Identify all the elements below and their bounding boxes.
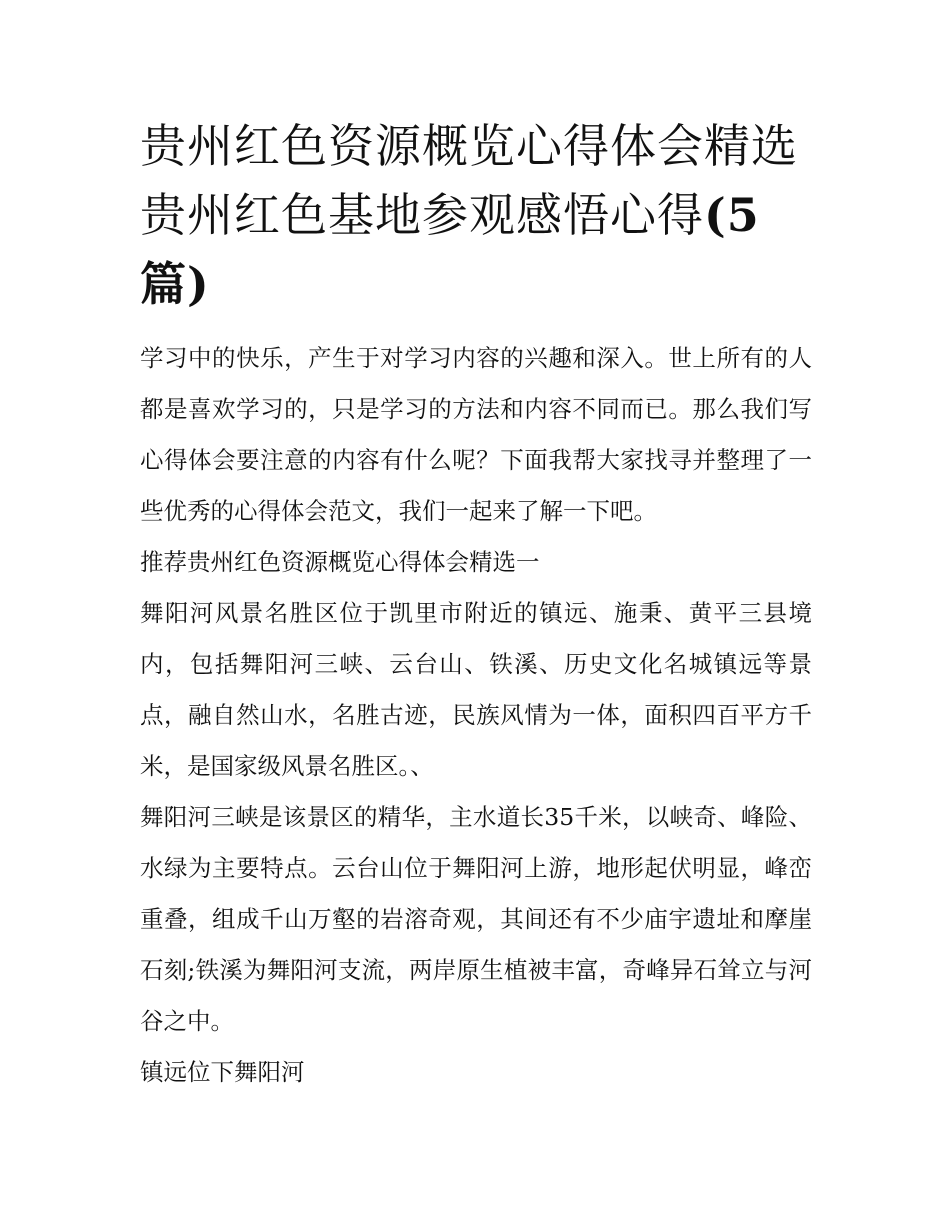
document-body [140,112,812,1098]
intro-paragraph: 学习中的快乐，产生于对学习内容的兴趣和深入。世上所有的人都是喜欢学习的，只是学习的方法和内容不同而已。那么我们写心得体会要注意的内容有什么呢？下面我帮大家找寻并整理了一些优秀的心得体会范文，我们一起来了解一下吧。 [140,344,812,525]
body-paragraph: 舞阳河三峡是该景区的精华，主水道长35千米，以峡奇、峰险、水绿为主要特点。云台山位于舞阳河上游，地形起伏明显，峰峦重叠，组成千山万壑的岩溶奇观，其间还有不少庙宇遗址和摩崖石刻;铁溪为舞阳河支流，两岸原生植被丰富，奇峰异石耸立与河谷之中。 [140,803,812,1035]
document-title [140,112,812,319]
body-paragraph: 镇远位下舞阳河 [140,1058,305,1086]
section-heading: 推荐贵州红色资源概览心得体会精选一 [140,548,540,576]
document-title-main: 贵州红色资源概览心得体会精选 贵州红色基地参观感悟心得 [140,119,798,242]
document-title-suffix: (5篇) [140,188,760,311]
body-paragraph: 舞阳河风景名胜区位于凯里市附近的镇远、施秉、黄平三县境内，包括舞阳河三峡、云台山、铁溪、历史文化名城镇远等景点，融自然山水，名胜古迹，民族风情为一体，面积四百平方千米，是国家级风景名胜区。、 [140,599,812,780]
